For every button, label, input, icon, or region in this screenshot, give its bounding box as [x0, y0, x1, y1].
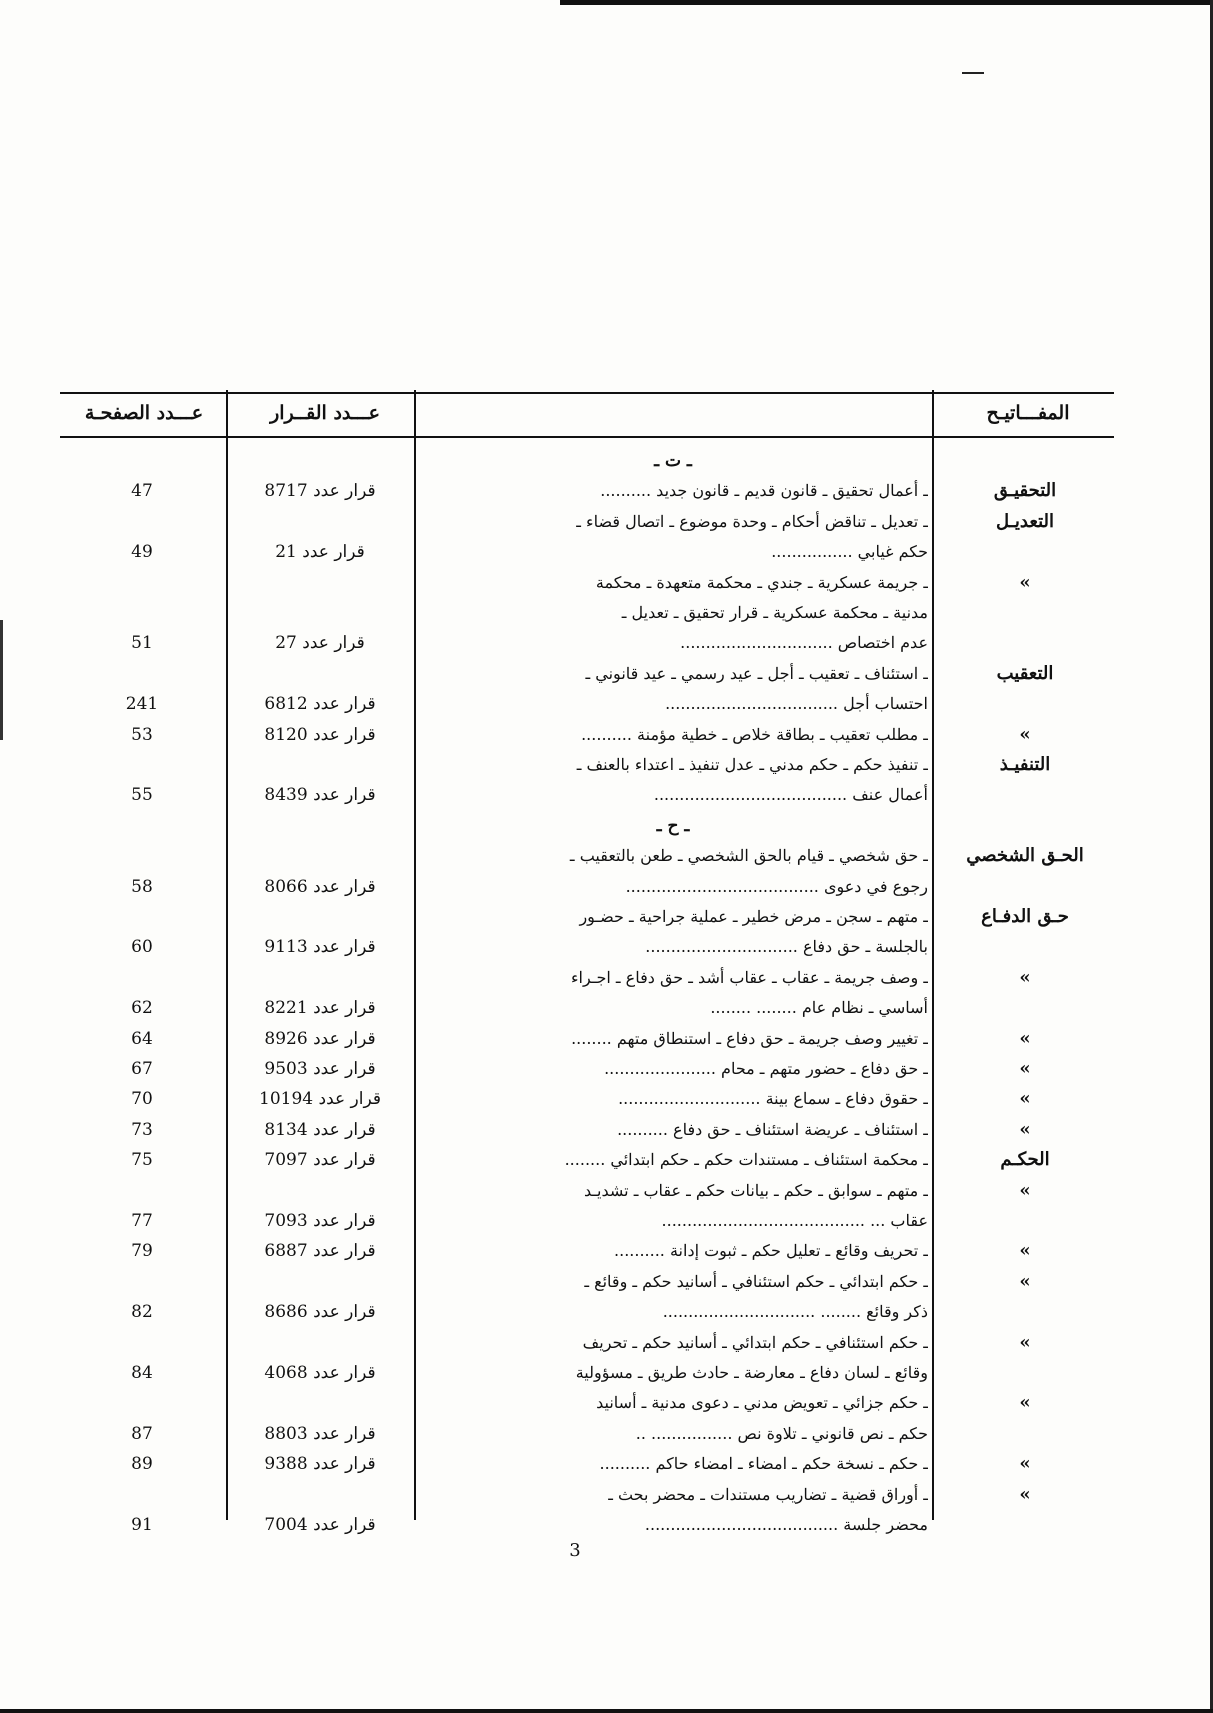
row-page-number — [62, 750, 222, 780]
row-keywords: احتساب أجل .................................. — [665, 694, 928, 714]
row-page-number — [62, 1328, 222, 1358]
row-decision-number: قرار عدد 21 — [275, 542, 365, 563]
table-row — [0, 1024, 1213, 1054]
row-key — [945, 993, 1105, 1023]
row-key: التحقيـق — [993, 480, 1057, 502]
row-page-number: 89 — [131, 1454, 153, 1475]
table-row — [0, 568, 1213, 598]
row-decision-number — [230, 1388, 410, 1418]
row-page-number: 64 — [131, 1028, 153, 1049]
row-key — [945, 1206, 1105, 1236]
row-decision-number — [230, 659, 410, 689]
row-keywords: ذكر وقائع ........ .............................. — [662, 1302, 928, 1322]
row-keywords: ـ متهم ـ سجن ـ مرض خطير ـ عملية جراحية ـ حضـور — [579, 907, 928, 926]
table-top-rule — [60, 392, 1114, 394]
row-decision-number: قرار عدد 7004 — [264, 1515, 376, 1535]
table-row — [0, 537, 1213, 567]
table-row — [0, 1510, 1213, 1540]
row-page-number — [62, 1480, 222, 1510]
row-key — [945, 780, 1105, 810]
row-key: » — [1019, 1179, 1031, 1201]
row-decision-number: قرار عدد 7093 — [264, 1211, 376, 1231]
section-letter: ـ ت ـ — [654, 451, 692, 471]
row-keywords: حكم غيابي ................ — [771, 542, 928, 562]
table-row — [0, 1388, 1213, 1418]
row-page-number: 51 — [131, 633, 153, 654]
row-decision-number: قرار عدد 8120 — [264, 724, 376, 745]
row-decision-number: قرار عدد 8134 — [264, 1119, 376, 1140]
row-key: » — [1019, 1058, 1031, 1079]
table-row — [0, 1236, 1213, 1266]
row-decision-number — [230, 598, 410, 628]
row-decision-number — [230, 1176, 410, 1206]
row-key — [945, 1510, 1105, 1540]
row-decision-number — [230, 963, 410, 993]
row-keywords: رجوع في دعوى ...................................... — [625, 876, 928, 896]
row-keywords: ـ أعمال تحقيق ـ قانون قديم ـ قانون جديد .......... — [600, 481, 928, 501]
row-keywords: ـ حكم ـ نسخة حكم ـ امضاء ـ امضاء حاكم .......... — [599, 1454, 928, 1474]
table-row — [0, 902, 1213, 932]
row-page-number — [62, 902, 222, 932]
row-decision-number — [230, 902, 410, 932]
table-row — [0, 1176, 1213, 1206]
row-keywords: ـ حكم جزائي ـ تعويض مدني ـ دعوى مدنية ـ أسانيد — [596, 1393, 928, 1413]
row-page-number: 79 — [131, 1241, 153, 1262]
row-page-number: 84 — [131, 1363, 153, 1383]
row-page-number: 77 — [131, 1211, 153, 1231]
row-keywords: ـ محكمة استئناف ـ مستندات حكم ـ حكم ابتدائي ........ — [564, 1150, 928, 1170]
row-key: التعديـل — [996, 510, 1054, 532]
table-row — [0, 1449, 1213, 1479]
row-page-number: 70 — [131, 1089, 153, 1110]
row-decision-number: قرار عدد 8221 — [264, 998, 376, 1019]
row-key: » — [1019, 1483, 1031, 1505]
row-page-number: 73 — [131, 1119, 153, 1140]
row-key: » — [1019, 1270, 1031, 1292]
row-key — [945, 1358, 1105, 1388]
header-decision-number: عـــدد القــرار — [270, 402, 380, 424]
row-page-number: 58 — [131, 876, 153, 897]
row-key: التعقيب — [996, 662, 1054, 684]
row-keywords: ـ استئناف ـ عريضة استئناف ـ حق دفاع .......... — [617, 1119, 928, 1139]
row-key — [945, 689, 1105, 719]
table-row — [0, 598, 1213, 628]
table-row — [0, 628, 1213, 658]
row-key: » — [1019, 571, 1031, 593]
row-keywords: ـ حكم استئنافي ـ حكم ابتدائي ـ أسانيد حكم ـ تحريف — [582, 1332, 928, 1352]
row-keywords: ـ حكم ابتدائي ـ حكم استئنافي ـ أسانيد حكم ـ وقائع ـ — [584, 1271, 928, 1291]
row-page-number: 53 — [131, 724, 153, 745]
row-keywords: ـ تغيير وصف جريمة ـ حق دفاع ـ استنطاق متهم ........ — [571, 1028, 928, 1048]
table-row — [0, 1054, 1213, 1084]
row-page-number: 241 — [125, 694, 159, 715]
row-page-number — [62, 963, 222, 993]
row-decision-number — [230, 507, 410, 537]
row-page-number — [62, 1267, 222, 1297]
row-keywords: ـ حقوق دفاع ـ سماع بينة ............................ — [618, 1089, 928, 1109]
row-page-number — [62, 598, 222, 628]
row-page-number: 49 — [131, 542, 153, 563]
row-decision-number: قرار عدد 4068 — [264, 1363, 376, 1383]
row-decision-number: قرار عدد 8066 — [264, 876, 376, 897]
row-key: » — [1019, 1118, 1031, 1140]
table-row — [0, 1328, 1213, 1358]
row-keywords: ـ تحريف وقائع ـ تعليل حكم ـ ثبوت إدانة .......... — [614, 1241, 928, 1261]
row-keywords: ـ تنفيذ حكم ـ حكم مدني ـ عدل تنفيذ ـ اعتداء بالعنف ـ — [576, 755, 928, 774]
table-header-rule — [60, 436, 1114, 438]
row-key — [945, 872, 1105, 902]
table-row — [0, 1115, 1213, 1145]
table-row — [0, 1480, 1213, 1510]
row-page-number: 62 — [131, 998, 153, 1019]
row-decision-number — [230, 1480, 410, 1510]
row-page-number: 67 — [131, 1059, 153, 1079]
row-keywords: بالجلسة ـ حق دفاع .............................. — [645, 937, 928, 957]
row-keywords: حكم ـ نص قانوني ـ تلاوة نص ................ .. — [635, 1423, 928, 1443]
scan-speck — [962, 72, 984, 74]
row-page-number: 55 — [131, 785, 153, 806]
row-key: » — [1019, 1027, 1031, 1049]
table-row — [0, 1084, 1213, 1114]
row-keywords: عقاب ... ........................................ — [661, 1211, 928, 1230]
row-decision-number: قرار عدد 9113 — [264, 937, 376, 958]
row-key: الحـق الشخصي — [966, 845, 1084, 867]
row-decision-number: قرار عدد 6812 — [264, 694, 376, 715]
row-decision-number — [230, 750, 410, 780]
row-key: حـق الدفـاع — [981, 906, 1069, 927]
row-page-number: 60 — [131, 937, 153, 958]
row-key — [945, 537, 1105, 567]
table-row — [0, 841, 1213, 871]
row-decision-number — [230, 841, 410, 871]
row-key: » — [1019, 1088, 1031, 1110]
table-row — [0, 1267, 1213, 1297]
top-edge-mark — [560, 0, 1213, 5]
row-page-number — [62, 507, 222, 537]
row-keywords: مدنية ـ محكمة عسكرية ـ قرار تحقيق ـ تعديل ـ — [621, 603, 928, 622]
row-page-number — [62, 568, 222, 598]
row-keywords: أعمال عنف ...................................... — [653, 785, 928, 805]
row-page-number: 75 — [131, 1150, 153, 1171]
row-decision-number: قرار عدد 8439 — [264, 785, 376, 806]
row-page-number — [62, 1388, 222, 1418]
row-key: التنفيـذ — [999, 754, 1051, 775]
row-decision-number: قرار عدد 10194 — [259, 1089, 381, 1110]
row-keywords: ـ أوراق قضية ـ تضاريب مستندات ـ محضر بحث ـ — [608, 1484, 928, 1504]
row-keywords: ـ استئناف ـ تعقيب ـ أجل ـ عيد رسمي ـ عيد قانوني ـ — [585, 663, 928, 683]
row-key: » — [1019, 1392, 1031, 1414]
table-row — [0, 750, 1213, 780]
row-decision-number: قرار عدد 27 — [275, 633, 365, 654]
row-page-number: 47 — [131, 481, 153, 502]
table-row — [0, 872, 1213, 902]
row-key — [945, 932, 1105, 962]
row-keywords: وقائع ـ لسان دفاع ـ معارضة ـ حادث طريق ـ مسؤولية — [575, 1363, 928, 1382]
table-row — [0, 1206, 1213, 1236]
table-row — [0, 507, 1213, 537]
row-keywords: ـ تعديل ـ تناقض أحكام ـ وحدة موضوع ـ اتصال قضاء ـ — [576, 511, 928, 531]
row-key — [945, 1419, 1105, 1449]
table-row — [0, 1145, 1213, 1175]
row-key: الحكـم — [1000, 1149, 1050, 1171]
table-row — [0, 780, 1213, 810]
row-decision-number: قرار عدد 7097 — [264, 1150, 376, 1171]
table-row — [0, 720, 1213, 750]
bottom-edge-mark — [0, 1709, 1213, 1713]
table-row — [0, 811, 1213, 841]
row-keywords: ـ وصف جريمة ـ عقاب ـ عقاب أشد ـ حق دفاع ـ اجـراء — [571, 967, 928, 987]
row-decision-number: قرار عدد 8926 — [264, 1028, 376, 1049]
table-row — [0, 446, 1213, 476]
row-key: » — [1019, 1453, 1031, 1475]
row-page-number — [62, 841, 222, 871]
row-keywords: ـ حق دفاع ـ حضور متهم ـ محام ...................... — [604, 1059, 928, 1078]
row-keywords: محضر جلسة ...................................... — [644, 1515, 928, 1534]
table-row — [0, 993, 1213, 1023]
table-row — [0, 1358, 1213, 1388]
header-keys: المفـــاتيـح — [986, 402, 1070, 424]
row-key: » — [1019, 1331, 1031, 1353]
section-letter: ـ ح ـ — [656, 815, 690, 836]
row-decision-number: قرار عدد 6887 — [264, 1241, 376, 1262]
row-page-number: 87 — [131, 1423, 153, 1444]
row-key — [945, 1297, 1105, 1327]
footer-page-number: 3 — [569, 1540, 581, 1561]
table-row — [0, 659, 1213, 689]
row-decision-number: قرار عدد 8717 — [264, 481, 376, 502]
table-row — [0, 932, 1213, 962]
row-keywords: أساسي ـ نظام عام ........ ........ — [710, 998, 928, 1018]
row-keywords: ـ متهم ـ سوابق ـ حكم ـ بيانات حكم ـ عقاب ـ تشديـد — [583, 1180, 928, 1200]
row-key — [945, 628, 1105, 658]
row-key: » — [1019, 966, 1031, 988]
row-decision-number: قرار عدد 8686 — [264, 1302, 376, 1323]
row-decision-number — [230, 568, 410, 598]
row-keywords: ـ جريمة عسكرية ـ جندي ـ محكمة متعهدة ـ محكمة — [595, 572, 928, 592]
row-keywords: عدم اختصاص .............................. — [680, 633, 928, 653]
row-decision-number: قرار عدد 8803 — [264, 1423, 376, 1444]
row-key: » — [1019, 723, 1031, 745]
row-decision-number — [230, 1267, 410, 1297]
row-keywords: ـ حق شخصي ـ قيام بالحق الشخصي ـ طعن بالتعقيب ـ — [569, 846, 928, 866]
row-decision-number: قرار عدد 9388 — [264, 1454, 376, 1475]
row-decision-number: قرار عدد 9503 — [264, 1059, 376, 1079]
row-page-number — [62, 659, 222, 689]
table-row — [0, 1419, 1213, 1449]
row-key — [945, 598, 1105, 628]
row-page-number — [62, 1176, 222, 1206]
table-row — [0, 689, 1213, 719]
row-keywords: ـ مطلب تعقيب ـ بطاقة خلاص ـ خطية مؤمنة .......... — [581, 724, 928, 744]
row-decision-number — [230, 1328, 410, 1358]
row-page-number: 82 — [131, 1302, 153, 1323]
table-row — [0, 1297, 1213, 1327]
table-row — [0, 963, 1213, 993]
table-row — [0, 476, 1213, 506]
header-page-number: عـــدد الصفحـة — [84, 402, 204, 424]
row-key: » — [1019, 1240, 1031, 1262]
row-page-number: 91 — [131, 1515, 153, 1535]
